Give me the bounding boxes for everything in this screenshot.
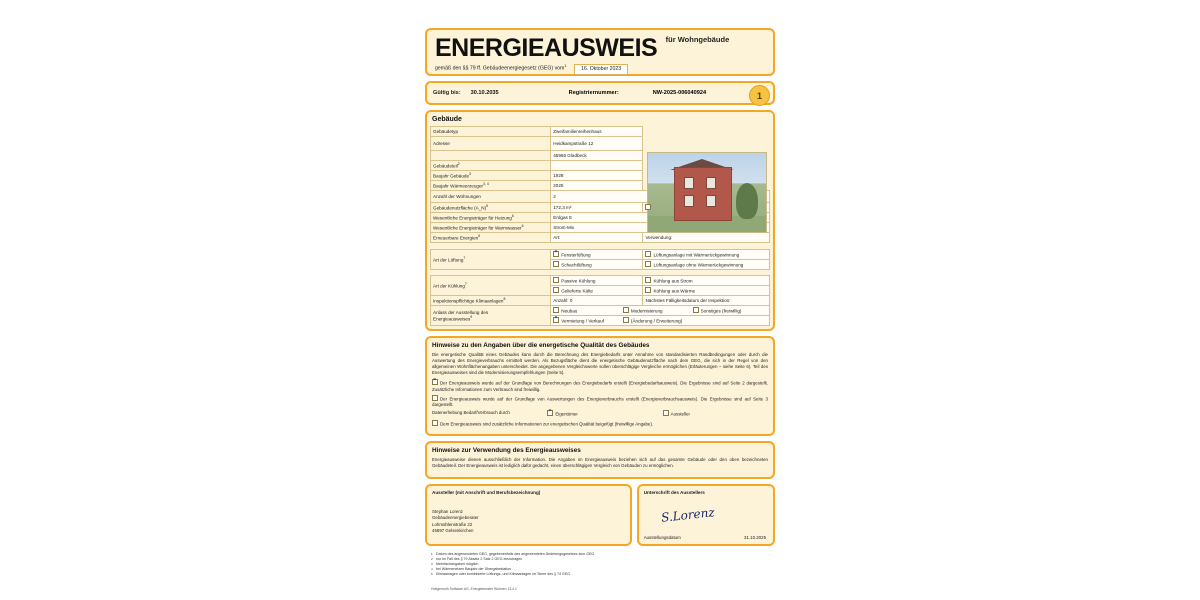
row-label-text: Baujahr Wärmeerzeuger [433, 183, 484, 189]
ventilation-option[interactable] [551, 250, 643, 260]
footnote-marker: 2 [457, 162, 460, 167]
option-label: Gelieferte Kälte [561, 288, 593, 294]
building-photo [647, 152, 767, 233]
ventilation-option[interactable] [643, 260, 770, 270]
row-label-text2: Energieausweises [433, 316, 471, 322]
issue-date-label: Ausstellungsdatum [643, 535, 681, 540]
row-label-text: Wesentliche Energieträger für Heizung [433, 215, 512, 221]
row-value: Zweifamilienreihenhaus [551, 127, 643, 137]
checkbox-kuehlung-aus-strom[interactable] [645, 277, 651, 283]
option-label: Eigentümer [555, 411, 578, 417]
validity-label: Gültig bis: [433, 90, 461, 96]
table-row [431, 137, 770, 151]
photo-window [684, 177, 694, 189]
option-label: Aussteller [670, 411, 690, 417]
option-label: Der Energieausweis wurde auf der Grundlage von Auswertungen des Energieverbrauchs erstellt (Energieverbrauchsausweis). Die Ergebnisse sind auf Seite 3 dargestellt. [432, 396, 768, 407]
footnote-number: 1 [431, 552, 433, 556]
row-value: Strom-Mix [551, 223, 770, 233]
page-title: ENERGIEAUSWEIS [435, 34, 658, 62]
legal-basis-line [435, 63, 765, 75]
checkbox-zusatzinformationen[interactable] [432, 420, 438, 426]
option-label: Lüftungsanlage mit Wärmerückgewinnung [653, 252, 740, 258]
checkbox-gelieferte-kaelte[interactable] [553, 287, 559, 293]
row-label [431, 203, 551, 213]
table-row-inspection [431, 296, 770, 306]
row-label-text: Gebäudeteil [433, 163, 458, 169]
row-value: 172,3 m² [551, 203, 643, 213]
row-label-text: Gebäudenutzfläche (A_N) [433, 205, 487, 211]
row-label-text: Inspektionspflichtige Klimaanlagen [433, 298, 504, 304]
footnote-text: Klimaanlagen oder kombinierte Lüftungs- und Klimaanlagen im Sinne des § 74 GEG [436, 572, 571, 576]
footnote-text: Mehrfachangaben möglich [436, 562, 479, 566]
row-label [431, 181, 551, 191]
row-label [431, 306, 551, 326]
photo-window [706, 195, 716, 207]
checkbox-lueftungsanlage-ohne-wrg[interactable] [645, 261, 651, 267]
spacer [431, 243, 770, 250]
renewable-use-label: Verwendung: [645, 235, 673, 240]
option-label: Vermietung / Verkauf [561, 318, 604, 324]
table-row-renewable [431, 233, 770, 243]
quality-option-bedarf[interactable] [432, 379, 768, 393]
row-label [431, 296, 551, 306]
option-label: Passive Kühlung [561, 278, 596, 284]
checkbox-lueftungsanlage-mit-wrg[interactable] [645, 251, 651, 257]
footnote-number: 2 [431, 557, 433, 561]
footnote-number: 4 [431, 567, 433, 571]
quality-notes-title: Hinweise zu den Angaben über die energetische Qualität des Gebäudes [432, 342, 650, 349]
reason-options-row [551, 316, 770, 326]
data-source-issuer[interactable] [663, 410, 768, 418]
cooling-option[interactable] [551, 286, 643, 296]
row-label [431, 250, 551, 270]
row-label [431, 171, 551, 181]
issuer-signature-row [425, 484, 775, 546]
quality-option-verbrauch[interactable] [432, 395, 768, 409]
renewable-use-cell [643, 233, 770, 243]
footnote-marker: 6 [511, 214, 514, 219]
option-label: Neubau [561, 308, 578, 314]
row-label-text: Baujahr Gebäude [433, 173, 470, 179]
signature-image: S.Lorenz [660, 505, 715, 525]
row-spacer [643, 127, 770, 137]
usage-notes-paragraph: Energieausweise dienen ausschließlich der Information. Die Angaben im Energieausweis beziehen sich auf das gesamte Gebäude oder den oben bezeichneten Gebäudeteil. Der Energieausweis ist lediglich dafür gedacht, einen überschlägigen Vergleich von Gebäuden zu ermöglichen. [432, 457, 768, 468]
checkbox-modernisierung[interactable] [623, 307, 629, 313]
footnote-marker: 7 [463, 256, 466, 261]
photo-tree [736, 183, 758, 219]
table-row [431, 127, 770, 137]
registration-number-value: NW-2025-006040924 [652, 90, 707, 96]
legal-basis-text: gemäß den §§ 79 ff. Gebäudeenergiegesetz (GEG) vom [435, 65, 565, 72]
ventilation-option[interactable] [551, 260, 643, 270]
legal-basis-footnote-marker: 1 [564, 63, 567, 68]
checkbox-passive-kuehlung[interactable] [553, 277, 559, 283]
footnote-text: nur im Fall des § 79 Absatz 2 Satz 2 GEG einzutragen [436, 557, 523, 561]
issuer-name: Stephan Lorenz [432, 509, 464, 514]
row-value [551, 161, 643, 171]
reason-option[interactable] [553, 307, 621, 314]
data-source-row [432, 410, 768, 420]
footnote-marker: 3 [469, 172, 471, 177]
issuer-street: Lohmühlenstraße 22 [432, 521, 473, 527]
reason-option[interactable] [623, 317, 682, 324]
row-value: 1928 [551, 171, 643, 181]
issue-date-row [644, 535, 766, 540]
row-label-text: Art der Kühlung [433, 283, 465, 289]
ventilation-option[interactable] [643, 250, 770, 260]
footnote-marker: 6 [478, 234, 481, 239]
validity-value: 30.10.2035 [470, 90, 499, 96]
table-row-spacer [431, 243, 770, 250]
checkbox-energiebedarfsausweis[interactable] [432, 379, 438, 385]
inspection-count: Anzahl: 0 [551, 296, 643, 306]
footnote-number: 5 [431, 572, 433, 576]
issuer-city: 45897 Gelsenkirchen [432, 528, 474, 534]
row-label [431, 223, 551, 233]
checkbox-aenderung-erweiterung[interactable] [623, 317, 629, 323]
footnote-marker: 6 [521, 224, 524, 229]
quality-notes-paragraph: Die energetische Qualität eines Gebäudes kann durch die Berechnung des Energiebedarfs unter Annahme von standardisierten Randbedingungen oder durch die Auswertung des Energieverbrauchs ermittelt werden. Als Bezugsfläche dient die energetische Gebäudenutzfläche nach dem GEG, die sich in der Regel von den allgemeinen Wohnflächenangaben unterscheidet. Die angegebenen Vergleichswerte sollen überschlägige Vergleiche ermöglichen (Erläuterungen – siehe Seite 6). Teil des Energieausweises sind die Modernisierungsempfehlungen (Seite 5). [432, 352, 768, 375]
reason-option[interactable] [693, 307, 742, 314]
document-header [425, 28, 775, 76]
photo-window [706, 177, 716, 189]
inspection-next-date: Nächstes Fälligkeitsdatum der Inspektion: [643, 296, 770, 306]
checkbox-aussteller[interactable] [663, 410, 669, 416]
renewable-type-cell [551, 233, 643, 243]
renewable-type-label: Art: [553, 235, 561, 240]
checkbox-vermietung-verkauf[interactable] [553, 317, 559, 323]
option-label: Kühlung aus Wärme [653, 288, 696, 294]
row-value: 45966 Gladbeck [551, 151, 643, 161]
photo-house [674, 167, 732, 221]
row-label-text: Wesentliche Energieträger für Warmwasser [433, 225, 522, 231]
page-subtitle: für Wohngebäude [665, 35, 730, 44]
row-value: Heidkampstraße 12 [551, 137, 643, 151]
legal-basis-date: 16. Oktober 2023 [574, 64, 628, 75]
footnote-marker: 5 [486, 204, 489, 209]
row-label [431, 151, 551, 161]
option-label: Dem Energieausweis sind zusätzliche Informationen zur energetischen Qualität beigefügt (freiwillige Angabe). [440, 421, 654, 426]
checkbox-neubau[interactable] [553, 307, 559, 313]
table-row-ventilation [431, 250, 770, 260]
issue-date-value: 31.10.2025 [744, 535, 767, 540]
checkbox-wohnflaeche[interactable] [645, 204, 651, 210]
row-label [431, 276, 551, 296]
option-label: Sonstiges (freiwillig) [700, 308, 742, 314]
issuer-box [425, 484, 632, 546]
option-label: Fensterlüftung [561, 252, 591, 258]
reason-options-row [551, 306, 770, 316]
footnote-marker: 7 [464, 282, 467, 287]
footnote-item [431, 572, 775, 577]
issuer-details [432, 509, 625, 535]
footnote-text: bei Wärmenetzen Baujahr der Übergabestation [436, 567, 512, 571]
checkbox-kuehlung-aus-waerme[interactable] [645, 287, 651, 293]
usage-notes-section [425, 441, 775, 479]
table-row-reason [431, 306, 770, 316]
quality-extra-option[interactable] [432, 420, 768, 428]
data-source-owner[interactable] [547, 410, 652, 418]
checkbox-schachtlueftung[interactable] [553, 261, 559, 267]
footnote-marker: 9 [470, 314, 473, 319]
option-label: Kühlung aus Strom [653, 278, 693, 284]
checkbox-fensterlueftung[interactable] [553, 251, 559, 257]
row-label: Adresse [431, 137, 551, 151]
row-value: 2 [551, 191, 770, 203]
row-label: Gebäudetyp [431, 127, 551, 137]
option-label: Schachtlüftung [561, 262, 592, 268]
footnote-text: Datum des angewendeten GEG, gegebenenfalls des angewendeten Änderungsgesetzes zum GEG [436, 552, 595, 556]
reason-option[interactable] [623, 307, 691, 314]
data-source-label: Datenerhebung Bedarf/Verbrauch durch [432, 410, 510, 415]
footnote-marker: 3, 4 [483, 182, 489, 187]
photo-window [684, 195, 694, 207]
row-value: 2025 [551, 181, 643, 191]
building-section-title: Gebäude [432, 116, 462, 123]
validity-bar [425, 81, 775, 105]
usage-notes-title: Hinweise zur Verwendung des Energieausweises [432, 447, 581, 454]
footnotes [425, 552, 775, 577]
signature-box [637, 484, 775, 546]
reason-option[interactable] [553, 317, 621, 324]
checkbox-eigentuemer[interactable] [547, 410, 553, 416]
table-row-cooling [431, 276, 770, 286]
option-label: (Änderung / Erweiterung) [630, 318, 683, 324]
row-label [431, 213, 551, 223]
row-label-text: Art der Lüftung [433, 257, 464, 263]
row-value: Erdgas E [551, 213, 770, 223]
quality-notes-section [425, 336, 775, 436]
option-label: Der Energieausweis wurde auf der Grundlage von Berechnungen des Energiebedarfs erstellt (Energiebedarfsausweis). Die Ergebnisse sind auf Seite 2 dargestellt. Zusätzliche Informationen zum Verbrauch sind freiwillig. [432, 380, 768, 392]
software-imprint: Hottgenroth Software AG, Energieberater Wohnen 13.4.1 [431, 587, 517, 591]
row-label-text: Erneuerbare Energien [433, 235, 479, 241]
issuer-title: Aussteller (mit Anschrift und Berufsbezeichnung) [432, 490, 541, 495]
row-label [431, 161, 551, 171]
option-label: Modernisierung [630, 308, 663, 314]
option-label: Lüftungsanlage ohne Wärmerückgewinnung [653, 262, 744, 268]
building-section [425, 110, 775, 331]
cooling-option[interactable] [643, 286, 770, 296]
signature-title: Unterschrift des Ausstellers [643, 490, 705, 495]
checkbox-energieverbrauchsausweis[interactable] [432, 395, 438, 401]
row-label: Anzahl der Wohnungen [431, 191, 551, 203]
registration-number-label: Registriernummer: [568, 90, 619, 96]
footnote-number: 3 [431, 562, 433, 566]
issuer-profession: Gebäudeenergieberater [432, 515, 479, 521]
row-label [431, 233, 551, 243]
row-label-text: Anlass der Ausstellung des [433, 309, 489, 315]
footnote-marker: 8 [503, 297, 506, 302]
checkbox-sonstiges[interactable] [693, 307, 699, 313]
energy-certificate-page [425, 28, 775, 591]
row-spacer [643, 137, 770, 151]
cooling-option[interactable] [551, 276, 643, 286]
page-number-badge: 1 [749, 85, 770, 106]
cooling-option[interactable] [643, 276, 770, 286]
